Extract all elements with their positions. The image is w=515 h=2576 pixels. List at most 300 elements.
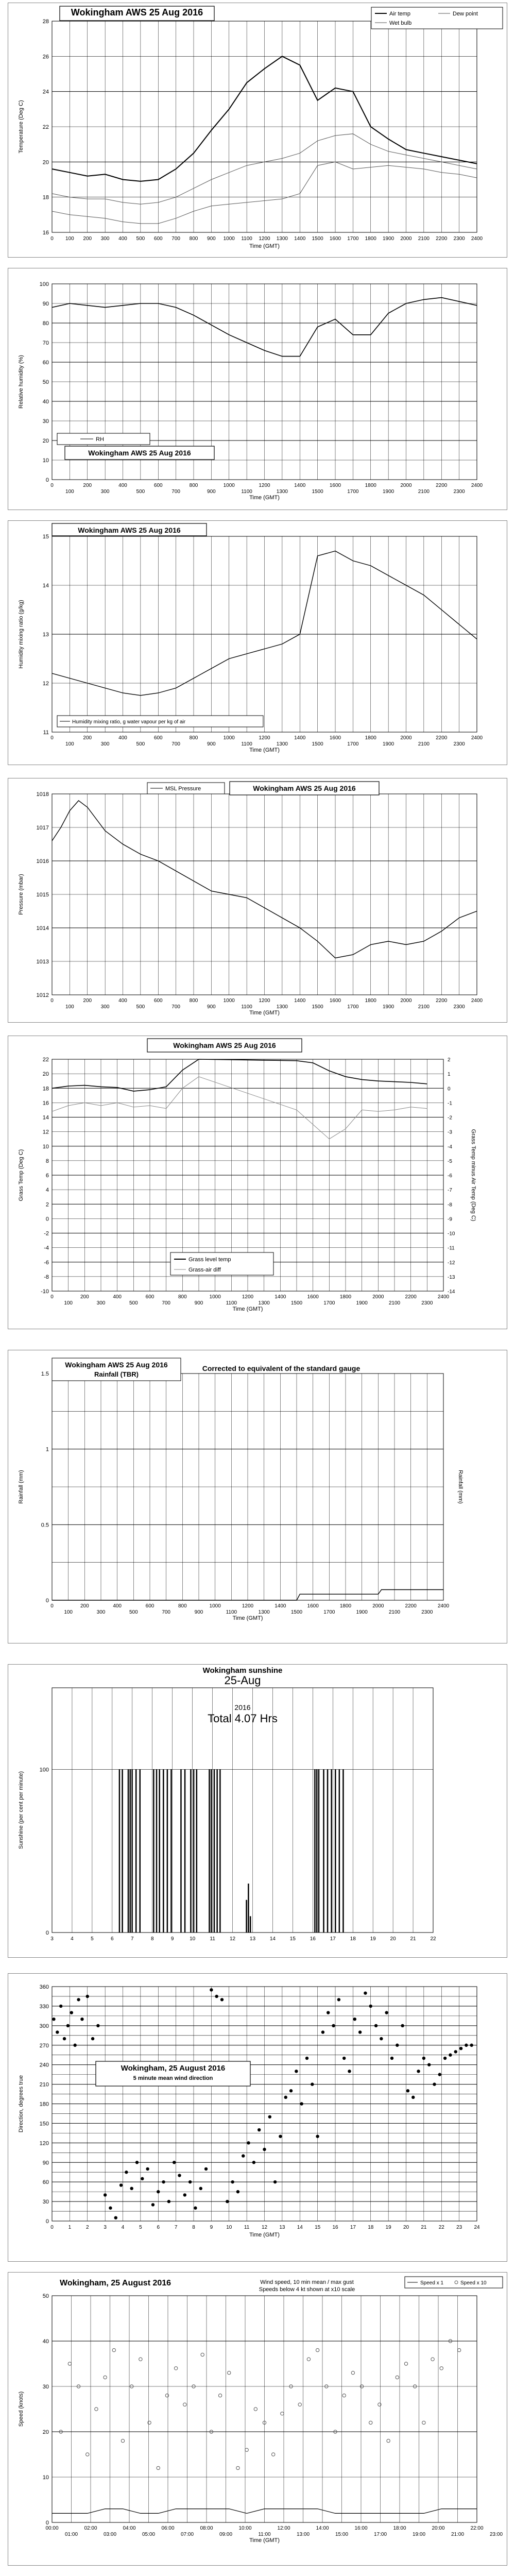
y-tick-label: 1017 <box>36 825 49 831</box>
y-tick-label: 360 <box>39 1984 49 1990</box>
direction-point <box>109 2207 112 2210</box>
x-tick-label: 1600 <box>307 1603 319 1609</box>
x-tick-label: 300 <box>100 489 110 495</box>
x-tick-label: 14 <box>297 2225 303 2230</box>
x-tick-label: 7 <box>131 1936 134 1942</box>
x-tick-label: 1000 <box>223 735 235 741</box>
x-tick-label: 2200 <box>436 483 448 488</box>
x-tick-label: 9 <box>170 1936 174 1942</box>
x-tick-label: 1 <box>68 2225 72 2230</box>
chart-title: Wokingham AWS 25 Aug 2016 <box>173 1041 276 1049</box>
direction-point <box>151 2203 154 2206</box>
y-tick-label: 1015 <box>36 892 49 898</box>
x-tick-label: 400 <box>113 1294 122 1300</box>
x-tick-label: 01:00 <box>64 2532 78 2537</box>
legend-label: Speed x 10 <box>460 2280 487 2286</box>
x-tick-label: 900 <box>194 1300 203 1306</box>
y2-tick-label: -14 <box>448 1289 455 1295</box>
x-tick-label: 00:00 <box>45 2526 59 2531</box>
x-tick-label: 1400 <box>294 236 306 242</box>
x-tick-label: 2000 <box>400 236 412 242</box>
direction-point <box>231 2180 234 2183</box>
direction-point <box>125 2171 128 2174</box>
x-tick-label: 22 <box>430 1936 436 1942</box>
x-tick-label: 2100 <box>388 1300 401 1306</box>
x-tick-label: 1500 <box>312 1004 323 1010</box>
y-tick-label: 1016 <box>36 858 49 865</box>
y-axis-label: Direction, degrees true <box>18 2075 24 2133</box>
x-tick-label: 1600 <box>329 236 341 242</box>
x-tick-label: 15 <box>315 2225 321 2230</box>
x-tick-label: 10:00 <box>238 2526 252 2531</box>
x-tick-label: 900 <box>207 489 216 495</box>
x-tick-label: 1600 <box>307 1294 319 1300</box>
direction-point <box>141 2177 144 2180</box>
x-tick-label: 13:00 <box>296 2532 310 2537</box>
y-tick-label: 20 <box>42 1071 49 1078</box>
direction-point <box>199 2187 202 2190</box>
x-tick-label: 23:00 <box>489 2532 503 2537</box>
chart-svg <box>8 1350 508 1644</box>
y-tick-label: -10 <box>41 1289 49 1295</box>
chart-svg <box>8 1665 508 1958</box>
x-tick-label: 2100 <box>418 489 430 495</box>
x-tick-label: 17 <box>330 1936 336 1942</box>
chart-title: Wokingham AWS 25 Aug 2016 <box>78 526 181 534</box>
x-tick-label: 16 <box>332 2225 338 2230</box>
y-axis-label: Sunshine (per cent per minute) <box>18 1771 24 1850</box>
x-tick-label: 700 <box>171 1004 180 1010</box>
x-tick-label: 08:00 <box>200 2526 213 2531</box>
x-tick-label: 900 <box>194 1609 203 1615</box>
x-tick-label: 10 <box>190 1936 196 1942</box>
direction-point <box>332 2024 335 2027</box>
direction-point <box>242 2154 245 2157</box>
x-tick-label: 200 <box>83 998 92 1004</box>
x-tick-label: 600 <box>153 735 163 741</box>
y-axis-label: Humidity mixing ratio (g/kg) <box>18 600 24 669</box>
y-tick-label: 14 <box>42 1114 49 1121</box>
x-tick-label: 200 <box>83 483 92 488</box>
legend-label: Wet bulb <box>389 20 412 26</box>
direction-point <box>66 2024 70 2027</box>
y-tick-label: 0 <box>45 1598 49 1604</box>
x-tick-label: 300 <box>100 1004 110 1010</box>
x-tick-label: 2400 <box>471 236 483 242</box>
x-tick-label: 1300 <box>258 1609 270 1615</box>
direction-point <box>210 1988 213 1991</box>
y-tick-label: 10 <box>42 1143 49 1150</box>
x-tick-label: 2300 <box>421 1300 433 1306</box>
y-tick-label: -2 <box>44 1230 49 1237</box>
direction-point <box>433 2082 436 2086</box>
x-tick-label: 11 <box>210 1936 215 1942</box>
x-tick-label: 2300 <box>453 489 465 495</box>
x-tick-label: 1300 <box>276 236 288 242</box>
y-tick-label: 0 <box>45 2218 49 2225</box>
y-tick-label: 0 <box>45 2520 49 2526</box>
x-tick-label: 1700 <box>323 1300 335 1306</box>
x-tick-label: 0 <box>50 1603 54 1609</box>
x-tick-label: 2400 <box>471 735 483 741</box>
chart-svg <box>8 1974 508 2262</box>
x-tick-label: 100 <box>65 1004 74 1010</box>
x-tick-label: 1900 <box>383 489 394 495</box>
x-tick-label: 07:00 <box>180 2532 194 2537</box>
direction-point <box>63 2037 66 2040</box>
chart-svg <box>8 1036 508 1330</box>
y-tick-label: 1018 <box>36 791 49 798</box>
x-tick-label: 12 <box>229 1936 236 1942</box>
y-tick-label: 50 <box>42 379 49 385</box>
y-axis-label: Rainfall (mm) <box>18 1470 24 1504</box>
direction-point <box>284 2096 287 2099</box>
x-tick-label: 600 <box>153 483 163 488</box>
direction-point <box>443 2057 447 2060</box>
x-tick-label: 0 <box>50 735 54 741</box>
x-tick-label: 400 <box>118 998 127 1004</box>
y-tick-label: 12 <box>42 1129 49 1136</box>
x-tick-label: 23 <box>456 2225 462 2230</box>
chart-title: Wokingham AWS 25 Aug 2016 <box>253 784 356 792</box>
chart-title: Wokingham AWS 25 Aug 2016 <box>71 7 203 18</box>
direction-point <box>157 2190 160 2193</box>
y-tick-label: 22 <box>42 124 49 130</box>
y2-tick-label: -11 <box>448 1245 455 1251</box>
y-tick-label: 8 <box>45 1158 49 1164</box>
y-tick-label: 15 <box>42 534 49 540</box>
x-tick-label: 2 <box>85 2225 89 2230</box>
direction-point <box>406 2089 409 2092</box>
y-tick-label: 13 <box>42 632 49 638</box>
legend-label: Grass-air diff <box>188 1267 221 1273</box>
y2-tick-label: 1 <box>448 1072 451 1078</box>
y2-axis-label: Grass Temp minus Air Temp (Deg C) <box>470 1129 476 1222</box>
chart-svg <box>8 521 508 766</box>
y2-tick-label: 0 <box>448 1086 451 1092</box>
y-axis-label: Relative humidity (%) <box>18 355 24 409</box>
direction-point <box>311 2082 314 2086</box>
y-tick-label: -6 <box>44 1259 49 1266</box>
y-tick-label: 20 <box>42 159 49 166</box>
y-tick-label: 6 <box>45 1173 49 1179</box>
x-tick-label: 21 <box>410 1936 416 1942</box>
x-tick-label: 500 <box>129 1609 138 1615</box>
x-tick-label: 1300 <box>276 1004 288 1010</box>
direction-point <box>86 1995 89 1998</box>
x-axis-label: Time (GMT) <box>249 1010 280 1016</box>
x-tick-label: 11:00 <box>258 2532 271 2537</box>
x-tick-label: 1300 <box>276 489 288 495</box>
y-tick-label: 1 <box>45 1446 49 1453</box>
x-tick-label: 0 <box>50 483 54 488</box>
x-tick-label: 900 <box>207 236 216 242</box>
x-axis-label: Time (GMT) <box>249 495 280 501</box>
x-tick-label: 500 <box>136 489 145 495</box>
x-tick-label: 1000 <box>209 1294 221 1300</box>
legend-label: RH <box>96 436 104 443</box>
direction-point <box>52 2018 55 2021</box>
x-tick-label: 18 <box>368 2225 374 2230</box>
y-tick-label: 80 <box>42 320 49 327</box>
y-tick-label: 100 <box>39 1767 49 1773</box>
x-tick-label: 1000 <box>223 236 235 242</box>
x-tick-label: 100 <box>65 236 74 242</box>
x-tick-label: 8 <box>192 2225 195 2230</box>
y-tick-label: 0 <box>45 1216 49 1223</box>
x-tick-label: 5 <box>91 1936 94 1942</box>
x-tick-label: 1700 <box>347 1004 359 1010</box>
chart-subtitle: 25-Aug <box>224 1674 261 1687</box>
x-tick-label: 400 <box>113 1603 122 1609</box>
direction-point <box>226 2200 229 2203</box>
x-tick-label: 5 <box>139 2225 142 2230</box>
y-tick-label: 28 <box>42 19 49 25</box>
y2-tick-label: -1 <box>448 1100 452 1107</box>
x-tick-label: 1800 <box>365 735 376 741</box>
x-tick-label: 21 <box>421 2225 427 2230</box>
x-tick-label: 2100 <box>418 741 430 747</box>
chart-title: Wokingham AWS 25 Aug 2016 <box>88 449 191 457</box>
y-tick-label: 240 <box>39 2062 49 2069</box>
x-tick-label: 1800 <box>339 1294 352 1300</box>
x-tick-label: 05:00 <box>142 2532 156 2537</box>
y-tick-label: 22 <box>42 1057 49 1063</box>
x-tick-label: 500 <box>136 741 145 747</box>
temperature-chart-panel <box>8 3 507 258</box>
legend-box <box>405 2277 503 2288</box>
x-tick-label: 20 <box>390 1936 396 1942</box>
x-tick-label: 20:00 <box>432 2526 445 2531</box>
direction-point <box>263 2148 266 2151</box>
chart-svg <box>8 3 508 258</box>
x-tick-label: 600 <box>153 236 163 242</box>
x-tick-label: 1100 <box>241 741 252 747</box>
chart-title: Wokingham sunshine <box>202 1666 283 1675</box>
y-tick-label: -8 <box>44 1274 49 1280</box>
x-tick-label: 6 <box>157 2225 160 2230</box>
x-tick-label: 2100 <box>418 236 430 242</box>
y-tick-label: 10 <box>42 2475 49 2481</box>
x-axis-label: Time (GMT) <box>232 1306 263 1312</box>
y-tick-label: -4 <box>44 1245 49 1251</box>
x-tick-label: 200 <box>80 1294 89 1300</box>
direction-point <box>247 2141 250 2144</box>
x-tick-label: 18 <box>350 1936 356 1942</box>
x-tick-label: 1800 <box>365 998 376 1004</box>
direction-point <box>59 2005 62 2008</box>
y-tick-label: 1.5 <box>41 1371 49 1377</box>
x-tick-label: 1200 <box>259 998 270 1004</box>
x-tick-label: 700 <box>171 489 180 495</box>
x-tick-label: 200 <box>83 236 92 242</box>
x-tick-label: 12:00 <box>277 2526 290 2531</box>
x-tick-label: 4 <box>71 1936 74 1942</box>
direction-point <box>252 2161 255 2164</box>
chart-note: Speeds below 4 kt shown at x10 scale <box>259 2286 355 2293</box>
x-tick-label: 1000 <box>223 998 235 1004</box>
x-axis-label: Time (GMT) <box>232 1615 263 1621</box>
x-tick-label: 1700 <box>347 489 359 495</box>
y-tick-label: 0.5 <box>41 1522 49 1529</box>
x-tick-label: 04:00 <box>123 2526 136 2531</box>
direction-point <box>390 2057 393 2060</box>
x-tick-label: 300 <box>96 1300 106 1306</box>
direction-point <box>173 2161 176 2164</box>
y-tick-label: 40 <box>42 399 49 405</box>
y-tick-label: 2 <box>45 1201 49 1208</box>
x-axis-label: Time (GMT) <box>249 2537 280 2544</box>
direction-point <box>449 2054 452 2057</box>
x-tick-label: 1900 <box>383 741 394 747</box>
x-tick-label: 100 <box>65 741 74 747</box>
x-tick-label: 1500 <box>290 1609 303 1615</box>
y2-tick-label: -5 <box>448 1158 452 1164</box>
y-tick-label: 30 <box>42 2384 49 2390</box>
y-tick-label: 30 <box>42 2199 49 2206</box>
y-tick-label: 16 <box>42 230 49 236</box>
x-tick-label: 2200 <box>405 1603 417 1609</box>
legend-label: Humidity mixing ratio, g water vapour per kg of air <box>72 719 186 725</box>
chart-svg <box>8 268 508 511</box>
x-tick-label: 700 <box>162 1300 171 1306</box>
x-tick-label: 13 <box>249 1936 256 1942</box>
x-tick-label: 1700 <box>347 236 359 242</box>
direction-point <box>56 2030 59 2033</box>
x-tick-label: 20 <box>403 2225 409 2230</box>
x-tick-label: 03:00 <box>103 2532 117 2537</box>
x-tick-label: 2400 <box>471 483 483 488</box>
chart-title: Wokingham, 25 August 2016 <box>60 2279 171 2287</box>
direction-point <box>146 2167 149 2171</box>
x-tick-label: 2100 <box>388 1609 401 1615</box>
x-tick-label: 1600 <box>329 483 341 488</box>
direction-point <box>411 2096 415 2099</box>
x-tick-label: 1200 <box>259 735 270 741</box>
y2-tick-label: -13 <box>448 1274 455 1280</box>
x-tick-label: 4 <box>121 2225 125 2230</box>
x-tick-label: 0 <box>50 236 54 242</box>
x-tick-label: 1500 <box>312 236 323 242</box>
x-tick-label: 600 <box>145 1294 154 1300</box>
x-tick-label: 2300 <box>421 1609 433 1615</box>
x-tick-label: 1200 <box>259 483 270 488</box>
direction-point <box>289 2089 293 2092</box>
direction-point <box>369 2005 372 2008</box>
x-tick-label: 600 <box>153 998 163 1004</box>
legend-label: Air temp <box>389 11 410 17</box>
x-tick-label: 1200 <box>242 1294 254 1300</box>
x-tick-label: 2000 <box>372 1294 384 1300</box>
chart-note: Wind speed, 10 min mean / max gust <box>260 2279 354 2285</box>
direction-point <box>417 2070 420 2073</box>
direction-point <box>73 2044 76 2047</box>
x-tick-label: 1700 <box>323 1609 335 1615</box>
x-tick-label: 2200 <box>436 998 448 1004</box>
direction-point <box>300 2102 303 2105</box>
chart-title: 5 minute mean wind direction <box>133 2075 213 2081</box>
x-tick-label: 2000 <box>400 483 412 488</box>
x-tick-label: 17 <box>350 2225 356 2230</box>
x-tick-label: 1200 <box>259 236 270 242</box>
direction-point <box>236 2190 239 2193</box>
y-tick-label: 20 <box>42 2429 49 2435</box>
x-tick-label: 800 <box>178 1603 187 1609</box>
y-tick-label: 330 <box>39 2003 49 2010</box>
x-tick-label: 24 <box>474 2225 480 2230</box>
direction-point <box>104 2193 107 2196</box>
x-tick-label: 19 <box>370 1936 376 1942</box>
y2-tick-label: -9 <box>448 1216 452 1223</box>
x-tick-label: 16 <box>310 1936 316 1942</box>
x-tick-label: 800 <box>178 1294 187 1300</box>
chart-svg <box>8 2273 508 2566</box>
chart-title: Wokingham AWS 25 Aug 2016 <box>65 1361 168 1369</box>
direction-point <box>215 1995 218 1998</box>
x-tick-label: 900 <box>207 741 216 747</box>
y-tick-label: 90 <box>42 301 49 307</box>
x-tick-label: 1600 <box>329 735 341 741</box>
x-tick-label: 1900 <box>356 1300 368 1306</box>
mixing-ratio-chart-panel <box>8 520 507 765</box>
x-tick-label: 800 <box>189 735 198 741</box>
x-tick-label: 06:00 <box>161 2526 175 2531</box>
x-tick-label: 200 <box>83 735 92 741</box>
legend-label: Grass level temp <box>188 1257 231 1263</box>
x-tick-label: 2400 <box>437 1603 450 1609</box>
x-tick-label: 19:00 <box>412 2532 426 2537</box>
y-tick-label: 0 <box>45 1930 49 1936</box>
direction-point <box>396 2044 399 2047</box>
direction-point <box>178 2174 181 2177</box>
x-tick-label: 1500 <box>312 741 323 747</box>
direction-point <box>119 2183 123 2187</box>
x-tick-label: 1100 <box>241 489 252 495</box>
x-tick-label: 2200 <box>436 236 448 242</box>
x-tick-label: 15:00 <box>335 2532 349 2537</box>
x-tick-label: 15 <box>289 1936 296 1942</box>
y2-tick-label: -10 <box>448 1231 455 1237</box>
direction-point <box>401 2024 404 2027</box>
y2-tick-label: -8 <box>448 1202 452 1208</box>
x-tick-label: 22 <box>438 2225 444 2230</box>
direction-point <box>459 2047 462 2050</box>
x-tick-label: 1200 <box>242 1603 254 1609</box>
x-tick-label: 1400 <box>274 1294 286 1300</box>
x-tick-label: 1400 <box>294 998 306 1004</box>
x-tick-label: 200 <box>80 1603 89 1609</box>
x-tick-label: 1900 <box>356 1609 368 1615</box>
y-axis-label: Temperature (Deg C) <box>18 100 24 154</box>
direction-point <box>162 2180 165 2183</box>
direction-point <box>70 2011 73 2014</box>
x-tick-label: 1100 <box>226 1609 237 1615</box>
y-tick-label: 20 <box>42 438 49 444</box>
y-tick-label: 16 <box>42 1100 49 1107</box>
x-tick-label: 500 <box>129 1300 138 1306</box>
x-tick-label: 100 <box>64 1609 73 1615</box>
x-tick-label: 600 <box>145 1603 154 1609</box>
grass-temp-chart-panel <box>8 1036 507 1329</box>
x-tick-label: 800 <box>189 236 198 242</box>
x-tick-label: 8 <box>150 1936 154 1942</box>
x-tick-label: 300 <box>100 741 110 747</box>
chart-svg <box>8 778 508 1023</box>
x-tick-label: 100 <box>64 1300 73 1306</box>
x-tick-label: 2300 <box>453 236 465 242</box>
direction-point <box>353 2018 356 2021</box>
x-tick-label: 2400 <box>437 1294 450 1300</box>
